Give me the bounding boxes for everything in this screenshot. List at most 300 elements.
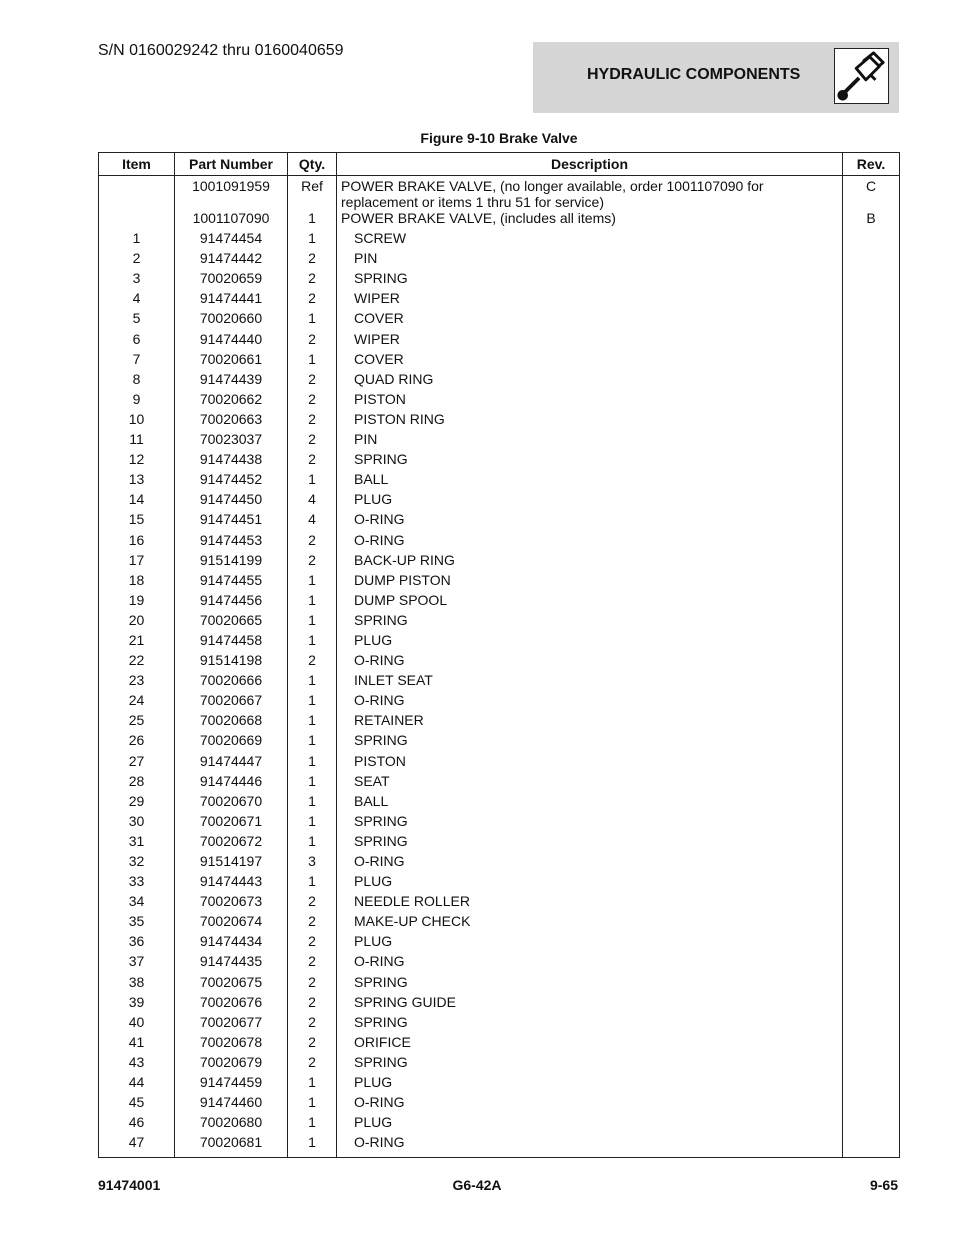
item-cell: 25 <box>99 712 175 732</box>
rev-cell <box>843 351 900 371</box>
table-row <box>99 994 900 1014</box>
part-number-cell: 70020663 <box>175 411 288 431</box>
rev-cell <box>843 953 900 973</box>
description-cell: SPRING <box>337 833 843 853</box>
table-row <box>99 471 900 491</box>
description-cell: DUMP PISTON <box>337 572 843 592</box>
qty-cell: 1 <box>288 592 337 612</box>
table-row <box>99 572 900 592</box>
parts-table-body <box>99 176 900 1158</box>
description-cell: SPRING <box>337 1014 843 1034</box>
item-cell: 24 <box>99 692 175 712</box>
description-cell: SEAT <box>337 773 843 793</box>
description-cell: O-RING <box>337 1134 843 1158</box>
hydraulic-cylinder-icon <box>834 48 889 104</box>
part-number-cell: 70020666 <box>175 672 288 692</box>
qty-cell: 1 <box>288 813 337 833</box>
item-cell: 15 <box>99 511 175 531</box>
description-cell: NEEDLE ROLLER <box>337 893 843 913</box>
rev-cell <box>843 813 900 833</box>
qty-cell: 1 <box>288 632 337 652</box>
description-cell: O-RING <box>337 532 843 552</box>
rev-cell <box>843 672 900 692</box>
figure-title: Figure 9-10 Brake Valve <box>420 130 578 146</box>
table-row <box>99 511 900 531</box>
qty-cell: 1 <box>288 351 337 371</box>
description-cell: ORIFICE <box>337 1034 843 1054</box>
item-cell: 21 <box>99 632 175 652</box>
rev-cell <box>843 1094 900 1114</box>
qty-cell: 2 <box>288 1034 337 1054</box>
description-cell: INLET SEAT <box>337 672 843 692</box>
table-row <box>99 331 900 351</box>
description-cell: PISTON <box>337 753 843 773</box>
description-cell: SPRING <box>337 974 843 994</box>
description-cell: O-RING <box>337 953 843 973</box>
item-cell: 18 <box>99 572 175 592</box>
item-cell: 43 <box>99 1054 175 1074</box>
footer-model: G6-42A <box>452 1177 502 1193</box>
table-row <box>99 1034 900 1054</box>
part-number-cell: 70020678 <box>175 1034 288 1054</box>
rev-cell <box>843 1134 900 1158</box>
part-number-cell: 1001107090 <box>175 210 288 230</box>
qty-cell: 2 <box>288 371 337 391</box>
footer-page-number: 9-65 <box>869 1177 898 1193</box>
rev-cell <box>843 451 900 471</box>
description-cell: SCREW <box>337 230 843 250</box>
description-cell: PLUG <box>337 491 843 511</box>
item-cell: 34 <box>99 893 175 913</box>
item-cell: 6 <box>99 331 175 351</box>
qty-cell: 2 <box>288 913 337 933</box>
rev-cell <box>843 853 900 873</box>
qty-cell: 2 <box>288 1054 337 1074</box>
rev-cell <box>843 712 900 732</box>
part-number-cell: 91474450 <box>175 491 288 511</box>
item-cell: 30 <box>99 813 175 833</box>
part-number-cell: 70020676 <box>175 994 288 1014</box>
part-number-cell: 70020660 <box>175 310 288 330</box>
qty-cell: 1 <box>288 210 337 230</box>
description-cell: WIPER <box>337 290 843 310</box>
rev-cell <box>843 471 900 491</box>
part-number-cell: 91514197 <box>175 853 288 873</box>
part-number-cell: 91474439 <box>175 371 288 391</box>
item-cell: 47 <box>99 1134 175 1158</box>
item-cell: 9 <box>99 391 175 411</box>
qty-cell: 1 <box>288 773 337 793</box>
part-number-cell: 70020671 <box>175 813 288 833</box>
table-row <box>99 732 900 752</box>
part-number-cell: 70020670 <box>175 793 288 813</box>
table-row <box>99 552 900 572</box>
rev-cell <box>843 652 900 672</box>
table-row <box>99 230 900 250</box>
description-cell: COVER <box>337 310 843 330</box>
part-number-cell: 91474447 <box>175 753 288 773</box>
qty-cell: 2 <box>288 532 337 552</box>
description-cell: SPRING <box>337 813 843 833</box>
item-cell: 17 <box>99 552 175 572</box>
table-row <box>99 371 900 391</box>
section-header <box>533 42 899 113</box>
part-number-cell: 70020662 <box>175 391 288 411</box>
part-number-cell: 91474440 <box>175 331 288 351</box>
rev-cell <box>843 592 900 612</box>
qty-cell: 2 <box>288 411 337 431</box>
table-row <box>99 290 900 310</box>
rev-cell <box>843 753 900 773</box>
part-number-cell: 1001091959 <box>175 176 288 211</box>
part-number-cell: 70020681 <box>175 1134 288 1158</box>
part-number-cell: 70020679 <box>175 1054 288 1074</box>
description-cell: O-RING <box>337 652 843 672</box>
column-header-rev: Rev. <box>843 153 900 176</box>
table-row <box>99 933 900 953</box>
description-cell: SPRING <box>337 270 843 290</box>
item-cell: 38 <box>99 974 175 994</box>
table-row <box>99 632 900 652</box>
column-header-item: Item <box>99 153 175 176</box>
description-cell: O-RING <box>337 853 843 873</box>
qty-cell: 1 <box>288 732 337 752</box>
part-number-cell: 91474438 <box>175 451 288 471</box>
rev-cell <box>843 913 900 933</box>
part-number-cell: 70020675 <box>175 974 288 994</box>
item-cell: 8 <box>99 371 175 391</box>
item-cell: 28 <box>99 773 175 793</box>
table-row <box>99 592 900 612</box>
item-cell: 19 <box>99 592 175 612</box>
table-row <box>99 1074 900 1094</box>
qty-cell: 2 <box>288 933 337 953</box>
part-number-cell: 91474455 <box>175 572 288 592</box>
qty-cell: 2 <box>288 270 337 290</box>
table-row <box>99 913 900 933</box>
table-row <box>99 853 900 873</box>
table-row <box>99 893 900 913</box>
description-cell: PLUG <box>337 873 843 893</box>
rev-cell <box>843 933 900 953</box>
description-cell: POWER BRAKE VALVE, (no longer available, order 1001107090 for replacement or items 1 thru 51 for service) <box>337 176 843 211</box>
table-row <box>99 431 900 451</box>
table-row <box>99 491 900 511</box>
qty-cell: 1 <box>288 471 337 491</box>
part-number-cell: 91474459 <box>175 1074 288 1094</box>
rev-cell: B <box>843 210 900 230</box>
item-cell: 20 <box>99 612 175 632</box>
rev-cell <box>843 331 900 351</box>
rev-cell <box>843 1074 900 1094</box>
qty-cell: 1 <box>288 833 337 853</box>
item-cell: 37 <box>99 953 175 973</box>
table-row <box>99 1014 900 1034</box>
rev-cell <box>843 270 900 290</box>
part-number-cell: 70020668 <box>175 712 288 732</box>
part-number-cell: 70020673 <box>175 893 288 913</box>
parts-table <box>98 152 900 1158</box>
description-cell: BACK-UP RING <box>337 552 843 572</box>
item-cell: 41 <box>99 1034 175 1054</box>
description-cell: O-RING <box>337 511 843 531</box>
item-cell: 12 <box>99 451 175 471</box>
description-cell: POWER BRAKE VALVE, (includes all items) <box>337 210 843 230</box>
rev-cell <box>843 793 900 813</box>
rev-cell <box>843 1014 900 1034</box>
table-row <box>99 310 900 330</box>
description-cell: PLUG <box>337 933 843 953</box>
qty-cell: 2 <box>288 974 337 994</box>
item-cell: 11 <box>99 431 175 451</box>
qty-cell: 2 <box>288 1014 337 1034</box>
qty-cell: 1 <box>288 1094 337 1114</box>
part-number-cell: 91474435 <box>175 953 288 973</box>
qty-cell: 2 <box>288 451 337 471</box>
qty-cell: 1 <box>288 310 337 330</box>
table-row <box>99 1054 900 1074</box>
description-cell: SPRING GUIDE <box>337 994 843 1014</box>
part-number-cell: 70020672 <box>175 833 288 853</box>
rev-cell <box>843 572 900 592</box>
qty-cell: 3 <box>288 853 337 873</box>
qty-cell: 1 <box>288 692 337 712</box>
rev-cell <box>843 893 900 913</box>
qty-cell: 2 <box>288 893 337 913</box>
rev-cell <box>843 371 900 391</box>
part-number-cell: 70020667 <box>175 692 288 712</box>
rev-cell <box>843 250 900 270</box>
description-cell: PIN <box>337 250 843 270</box>
qty-cell: 1 <box>288 1074 337 1094</box>
item-cell: 32 <box>99 853 175 873</box>
table-row <box>99 532 900 552</box>
rev-cell <box>843 1034 900 1054</box>
table-row <box>99 873 900 893</box>
part-number-cell: 70020677 <box>175 1014 288 1034</box>
table-row <box>99 712 900 732</box>
table-row <box>99 176 900 211</box>
table-row <box>99 793 900 813</box>
table-row <box>99 974 900 994</box>
table-row <box>99 753 900 773</box>
rev-cell <box>843 391 900 411</box>
rev-cell <box>843 431 900 451</box>
qty-cell: 1 <box>288 1134 337 1158</box>
table-row <box>99 270 900 290</box>
part-number-cell: 70020680 <box>175 1114 288 1134</box>
item-cell: 27 <box>99 753 175 773</box>
description-cell: SPRING <box>337 612 843 632</box>
qty-cell: 4 <box>288 491 337 511</box>
rev-cell <box>843 552 900 572</box>
item-cell: 22 <box>99 652 175 672</box>
part-number-cell: 91474446 <box>175 773 288 793</box>
qty-cell: 1 <box>288 672 337 692</box>
qty-cell: 1 <box>288 1114 337 1134</box>
table-row <box>99 692 900 712</box>
rev-cell <box>843 1054 900 1074</box>
description-cell: BALL <box>337 793 843 813</box>
item-cell: 14 <box>99 491 175 511</box>
rev-cell <box>843 290 900 310</box>
qty-cell: 1 <box>288 793 337 813</box>
table-row <box>99 953 900 973</box>
description-cell: RETAINER <box>337 712 843 732</box>
rev-cell <box>843 974 900 994</box>
rev-cell <box>843 1114 900 1134</box>
part-number-cell: 91474454 <box>175 230 288 250</box>
item-cell: 31 <box>99 833 175 853</box>
qty-cell: 2 <box>288 994 337 1014</box>
section-title: HYDRAULIC COMPONENTS <box>587 66 801 83</box>
rev-cell <box>843 511 900 531</box>
table-row <box>99 813 900 833</box>
part-number-cell: 70020674 <box>175 913 288 933</box>
item-cell: 3 <box>99 270 175 290</box>
rev-cell <box>843 773 900 793</box>
table-row <box>99 451 900 471</box>
description-cell: MAKE-UP CHECK <box>337 913 843 933</box>
footer-document-number: 91474001 <box>98 1177 161 1193</box>
qty-cell: Ref <box>288 176 337 211</box>
part-number-cell: 91514199 <box>175 552 288 572</box>
table-row <box>99 833 900 853</box>
item-cell: 46 <box>99 1114 175 1134</box>
item-cell: 16 <box>99 532 175 552</box>
item-cell: 23 <box>99 672 175 692</box>
qty-cell: 2 <box>288 552 337 572</box>
item-cell: 45 <box>99 1094 175 1114</box>
table-header-row <box>99 153 900 176</box>
qty-cell: 1 <box>288 753 337 773</box>
rev-cell <box>843 632 900 652</box>
rev-cell <box>843 411 900 431</box>
item-cell: 5 <box>99 310 175 330</box>
item-cell: 2 <box>99 250 175 270</box>
part-number-cell: 70020665 <box>175 612 288 632</box>
description-cell: O-RING <box>337 692 843 712</box>
qty-cell: 1 <box>288 230 337 250</box>
part-number-cell: 91474453 <box>175 532 288 552</box>
qty-cell: 2 <box>288 331 337 351</box>
part-number-cell: 91474452 <box>175 471 288 491</box>
part-number-cell: 70020669 <box>175 732 288 752</box>
item-cell <box>99 210 175 230</box>
qty-cell: 2 <box>288 652 337 672</box>
rev-cell <box>843 994 900 1014</box>
qty-cell: 1 <box>288 612 337 632</box>
table-row <box>99 210 900 230</box>
description-cell: PISTON <box>337 391 843 411</box>
qty-cell: 1 <box>288 712 337 732</box>
description-cell: SPRING <box>337 1054 843 1074</box>
table-row <box>99 672 900 692</box>
qty-cell: 1 <box>288 873 337 893</box>
table-row <box>99 773 900 793</box>
description-cell: PLUG <box>337 1114 843 1134</box>
rev-cell <box>843 230 900 250</box>
item-cell: 29 <box>99 793 175 813</box>
table-row <box>99 411 900 431</box>
table-row <box>99 250 900 270</box>
table-row <box>99 652 900 672</box>
description-cell: DUMP SPOOL <box>337 592 843 612</box>
part-number-cell: 70020659 <box>175 270 288 290</box>
rev-cell <box>843 692 900 712</box>
part-number-cell: 91474443 <box>175 873 288 893</box>
table-row <box>99 391 900 411</box>
qty-cell: 1 <box>288 572 337 592</box>
description-cell: PLUG <box>337 632 843 652</box>
description-cell: COVER <box>337 351 843 371</box>
item-cell: 33 <box>99 873 175 893</box>
table-row <box>99 612 900 632</box>
column-header-description: Description <box>337 153 843 176</box>
item-cell <box>99 176 175 211</box>
rev-cell <box>843 491 900 511</box>
item-cell: 39 <box>99 994 175 1014</box>
description-cell: O-RING <box>337 1094 843 1114</box>
item-cell: 40 <box>99 1014 175 1034</box>
table-row <box>99 351 900 371</box>
part-number-cell: 70020661 <box>175 351 288 371</box>
item-cell: 10 <box>99 411 175 431</box>
table-row <box>99 1134 900 1158</box>
serial-number-range: S/N 0160029242 thru 0160040659 <box>98 42 344 59</box>
description-cell: PISTON RING <box>337 411 843 431</box>
rev-cell <box>843 310 900 330</box>
qty-cell: 2 <box>288 431 337 451</box>
qty-cell: 2 <box>288 250 337 270</box>
item-cell: 36 <box>99 933 175 953</box>
qty-cell: 2 <box>288 953 337 973</box>
description-cell: BALL <box>337 471 843 491</box>
rev-cell <box>843 732 900 752</box>
part-number-cell: 91474458 <box>175 632 288 652</box>
description-cell: WIPER <box>337 331 843 351</box>
rev-cell <box>843 532 900 552</box>
part-number-cell: 91474460 <box>175 1094 288 1114</box>
part-number-cell: 91474441 <box>175 290 288 310</box>
item-cell: 26 <box>99 732 175 752</box>
rev-cell <box>843 833 900 853</box>
rev-cell <box>843 612 900 632</box>
item-cell: 4 <box>99 290 175 310</box>
rev-cell: C <box>843 176 900 211</box>
description-cell: QUAD RING <box>337 371 843 391</box>
part-number-cell: 91514198 <box>175 652 288 672</box>
table-row <box>99 1094 900 1114</box>
rev-cell <box>843 873 900 893</box>
qty-cell: 2 <box>288 290 337 310</box>
item-cell: 13 <box>99 471 175 491</box>
description-cell: PLUG <box>337 1074 843 1094</box>
qty-cell: 2 <box>288 391 337 411</box>
description-cell: SPRING <box>337 451 843 471</box>
description-cell: SPRING <box>337 732 843 752</box>
table-row <box>99 1114 900 1134</box>
item-cell: 1 <box>99 230 175 250</box>
description-cell: PIN <box>337 431 843 451</box>
part-number-cell: 91474442 <box>175 250 288 270</box>
item-cell: 44 <box>99 1074 175 1094</box>
part-number-cell: 70023037 <box>175 431 288 451</box>
part-number-cell: 91474451 <box>175 511 288 531</box>
column-header-qty: Qty. <box>288 153 337 176</box>
part-number-cell: 91474456 <box>175 592 288 612</box>
item-cell: 7 <box>99 351 175 371</box>
